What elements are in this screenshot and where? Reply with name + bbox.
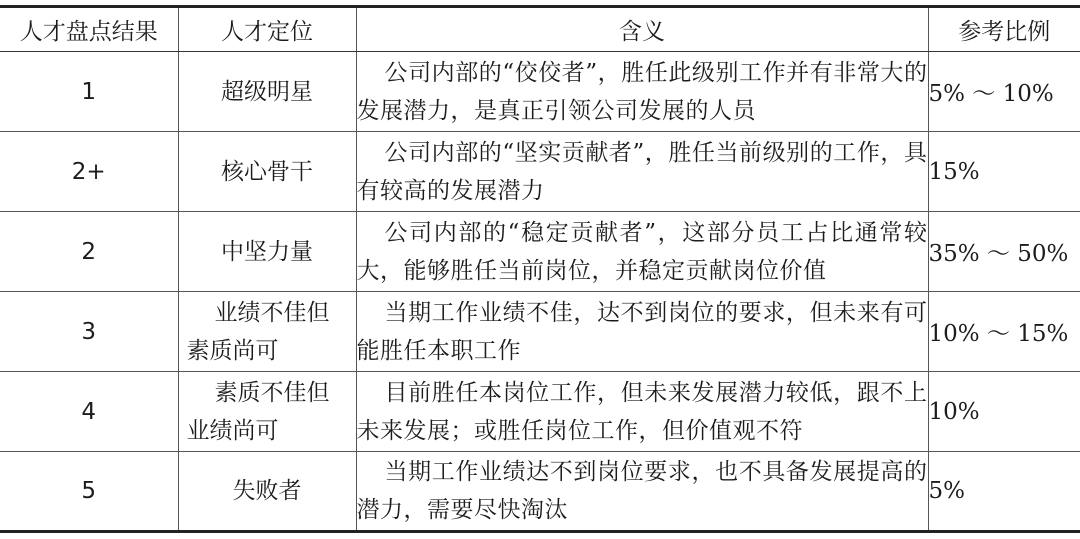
meaning-cell: 当期工作业绩不佳，达不到岗位的要求，但未来有可能胜任本职工作	[356, 292, 928, 372]
rank-cell: 1	[0, 52, 178, 132]
position-line-1: 业绩不佳但	[214, 299, 330, 326]
ratio-cell: 15%	[928, 132, 1080, 212]
meaning-cell: 目前胜任本岗位工作，但未来发展潜力较低，跟不上未来发展；或胜任岗位工作，但价值观不符	[356, 372, 928, 452]
header-ratio: 参考比例	[928, 7, 1080, 52]
rank-cell: 3	[0, 292, 178, 372]
table-row	[0, 372, 1080, 452]
position-cell	[178, 292, 356, 372]
meaning-cell: 当期工作业绩达不到岗位要求，也不具备发展提高的潜力，需要尽快淘汰	[356, 452, 928, 532]
ratio-cell: 5% ～ 10%	[928, 52, 1080, 132]
header-meaning: 含义	[356, 7, 928, 52]
table-row	[0, 52, 1080, 132]
position-line-2: 素质尚可	[186, 337, 279, 364]
position-line-2: 业绩尚可	[186, 417, 279, 444]
rank-cell: 5	[0, 452, 178, 532]
meaning-cell: 公司内部的“稳定贡献者”，这部分员工占比通常较大，能够胜任当前岗位，并稳定贡献岗位价值	[356, 212, 928, 292]
ratio-cell: 35% ～ 50%	[928, 212, 1080, 292]
rank-cell: 2+	[0, 132, 178, 212]
rank-cell: 4	[0, 372, 178, 452]
position-line-1: 素质不佳但	[214, 379, 330, 406]
table-row	[0, 212, 1080, 292]
header-result: 人才盘点结果	[0, 7, 178, 52]
position-cell	[178, 372, 356, 452]
ratio-cell: 10%	[928, 372, 1080, 452]
position-cell: 中坚力量	[178, 212, 356, 292]
position-cell: 核心骨干	[178, 132, 356, 212]
rank-cell: 2	[0, 212, 178, 292]
position-cell: 超级明星	[178, 52, 356, 132]
position-cell: 失败者	[178, 452, 356, 532]
meaning-cell: 公司内部的“坚实贡献者”，胜任当前级别的工作，具有较高的发展潜力	[356, 132, 928, 212]
ratio-cell: 10% ～ 15%	[928, 292, 1080, 372]
table-row	[0, 132, 1080, 212]
meaning-cell: 公司内部的“佼佼者”，胜任此级别工作并有非常大的发展潜力，是真正引领公司发展的人员	[356, 52, 928, 132]
talent-review-table	[0, 5, 1080, 533]
ratio-cell: 5%	[928, 452, 1080, 532]
header-position: 人才定位	[178, 7, 356, 52]
header-row	[0, 7, 1080, 52]
table-row	[0, 452, 1080, 532]
table-row	[0, 292, 1080, 372]
